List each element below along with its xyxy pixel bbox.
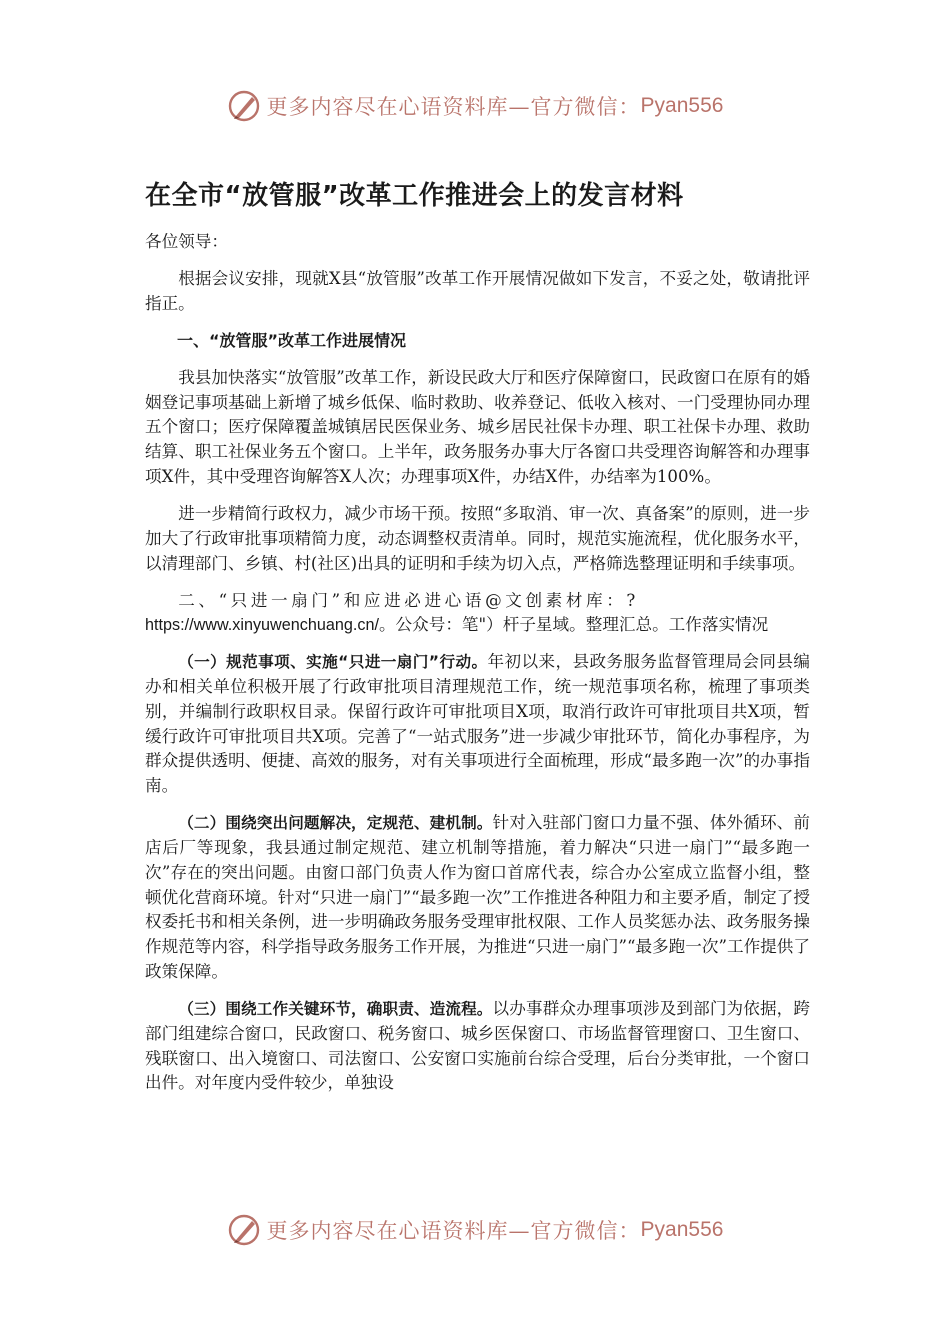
subsection-3: [145, 997, 810, 1096]
salutation: 各位领导：: [145, 232, 228, 251]
intro-paragraph: 根据会议安排，现就X县“放管服”改革工作开展情况做如下发言，不妥之处，敬请批评指正。: [145, 268, 810, 313]
banner-wechat-id: Pyan556: [640, 94, 724, 117]
header-banner: [0, 86, 950, 126]
pen-logo-icon: [227, 89, 261, 123]
section-2-heading-tail: 。公众号：笔"）杆子星域。整理汇总。工作落实情况: [378, 615, 769, 635]
subsection-1-lead: （一）规范事项、实施“只进一扇门”行动。: [178, 653, 488, 672]
subsection-2-lead: （二）围绕突出问题解决，定规范、建机制。: [178, 814, 493, 833]
section-2-heading-text: 二、“只进一扇门”和应进必进心语@文创素材库：?: [178, 590, 639, 610]
subsection-1-text: 年初以来，县政务服务监督管理局会同县编办和相关单位积极开展了行政审批项目清理规范工作，统一规范事项名称，梳理了事项类别，并编制行政职权目录。保留行政许可审批项目X项，取消行政许可审批项目共X项，暂缓行政许可审批项目共X项。完善了“一站式服务”进一步减少审批环节，简化办事程序，为群众提供透明、便捷、高效的服务，对有关事项进行全面梳理，形成“最多跑一次”的办事指南。: [145, 652, 811, 796]
paragraph-progress: 我县加快落实“放管服”改革工作，新设民政大厅和医疗保障窗口，民政窗口在原有的婚姻登记事项基础上新增了城乡低保、临时救助、收养登记、低收入核对、一门受理协同办理五个窗口；医疗保障覆盖城镇居民医保业务、城乡居民社保卡办理、职工社保卡办理、救助结算、职工社保业务五个窗口。上半年，政务服务办事大厅各窗口共受理咨询解答和办理事项X件，其中受理咨询解答X人次；办理事项X件，办结X件，办结率为100%。: [145, 367, 810, 486]
paragraph-streamline: 进一步精简行政权力，减少市场干预。按照“多取消、审一次、真备案”的原则，进一步加大了行政审批事项精简力度，动态调整权责清单。同时，规范实施流程，优化服务水平，以清理部门、乡镇、村(社区)出具的证明和手续为切入点，严格筛选整理证明和手续事项。: [145, 503, 810, 573]
watermark-url: https://www.xinyuwenchuang.cn/: [145, 616, 379, 635]
document-body: [145, 230, 810, 1108]
subsection-3-lead: （三）围绕工作关键环节，确职责、造流程。: [178, 1000, 493, 1019]
document-title: 在全市“放管服”改革工作推进会上的发言材料: [145, 181, 684, 211]
banner-text: 更多内容尽在心语资料库—官方微信：: [266, 1219, 641, 1243]
section-2-heading: [145, 589, 810, 639]
subsection-2-text: 针对入驻部门窗口力量不强、体外循环、前店后厂等现象，我县通过制定规范、建立机制等措施，着力解决“只进一扇门”“最多跑一次”存在的突出问题。由窗口部门负责人作为窗口首席代表，综合办公室成立监督小组，整顿优化营商环境。针对“只进一扇门”“最多跑一次”工作推进各种阻力和主要矛盾，制定了授权委托书和相关条例，进一步明确政务服务受理审批权限、工作人员奖惩办法、政务服务操作规范等内容，科学指导政务服务工作开展，为推进“只进一扇门”“最多跑一次”工作提供了政策保障。: [145, 813, 810, 982]
banner-text: 更多内容尽在心语资料库—官方微信：: [266, 95, 641, 119]
subsection-2: [145, 811, 810, 985]
subsection-1: [145, 650, 810, 799]
banner-wechat-id: Pyan556: [640, 1218, 724, 1241]
pen-logo-icon: [227, 1213, 261, 1247]
subsection-3-text: 以办事群众办理事项涉及到部门为依据，跨部门组建综合窗口，民政窗口、税务窗口、城乡医保窗口、市场监督管理窗口、卫生窗口、残联窗口、出入境窗口、司法窗口、公安窗口实施前台综合受理，后台分类审批，一个窗口出件。对年度内受件较少，单独设: [145, 999, 810, 1093]
section-1-heading: 一、“放管服”改革工作进展情况: [177, 330, 407, 350]
footer-banner: [0, 1210, 950, 1250]
